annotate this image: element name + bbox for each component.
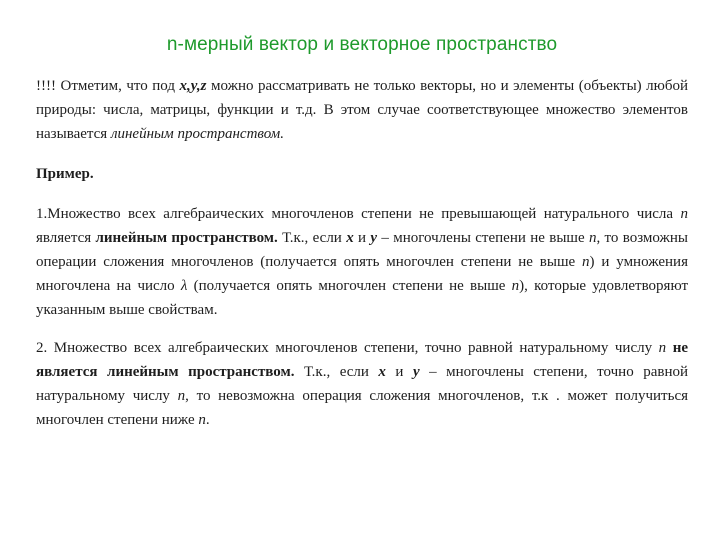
item2-n-3: n [198,412,206,428]
item2-text-3 [98,364,108,380]
item1-x: x [346,230,354,246]
example-item-1 [36,202,688,322]
item1-n-4: n [511,278,520,294]
item2-text-6: – многочлены степени, точно равной натуральному числу [36,364,689,404]
item1-text-2: является [36,230,96,246]
item1-bold-term: линейным пространством. [95,230,278,246]
intro-linear-space-term: линейным пространством. [110,126,284,142]
item1-n-2: n [588,230,597,246]
item2-n-2: n [177,388,186,404]
item2-n-1: n [658,340,667,356]
intro-xyz: x,y,z [179,78,207,94]
item2-text-5: и [385,364,413,380]
intro-text-2: можно рассматривать не только векторы, но и элементы (объекты) любой природы: числа, матрицы, функции и т.д. В этом случае соответствующее множество элементов называется [36,78,688,142]
slide-title: n-мерный вектор и векторное пространство [166,34,558,55]
item2-not-is: не является [36,340,689,380]
item1-text-1: 1.Множество всех алгебраических многочленов степени не превышающей натурального числа [36,206,681,222]
item1-text-5: – многочлены степени не выше [377,230,589,246]
item2-x: x [378,364,386,380]
item1-text-4: и [353,230,371,246]
item1-n-3: n [582,254,590,270]
item1-lambda: λ [180,278,188,294]
intro-text-1: !!!! Отметим, что под [36,78,180,94]
intro-paragraph [36,74,688,146]
item2-text-8: . [205,412,210,428]
item2-text-4: Т.к., если [294,364,379,380]
item2-text-7: , то невозможна операция сложения многочленов, т.к . может получиться многочлен степени ниже [36,388,689,428]
item1-text-3: Т.к., если [277,230,347,246]
item1-y: y [370,230,378,246]
item1-text-8: (получается опять многочлен степени не выше [187,278,512,294]
item1-text-9: ), которые удовлетворяют указанным выше свойствам. [36,278,689,318]
item2-y: y [412,364,420,380]
item2-text-1: 2. Множество всех алгебраических многочленов степени, точно равной натуральному числу [36,340,659,356]
example-item-2 [36,336,688,432]
item1-text-7: ) и умножения многочлена на число [36,254,688,294]
example-heading: Пример. [36,166,94,182]
item1-text-6: , то возможны операции сложения многочленов (получается опять многочлен степени не выше [36,230,689,270]
item2-bold-term: линейным пространством. [107,364,295,380]
item1-n-1: n [680,206,688,222]
